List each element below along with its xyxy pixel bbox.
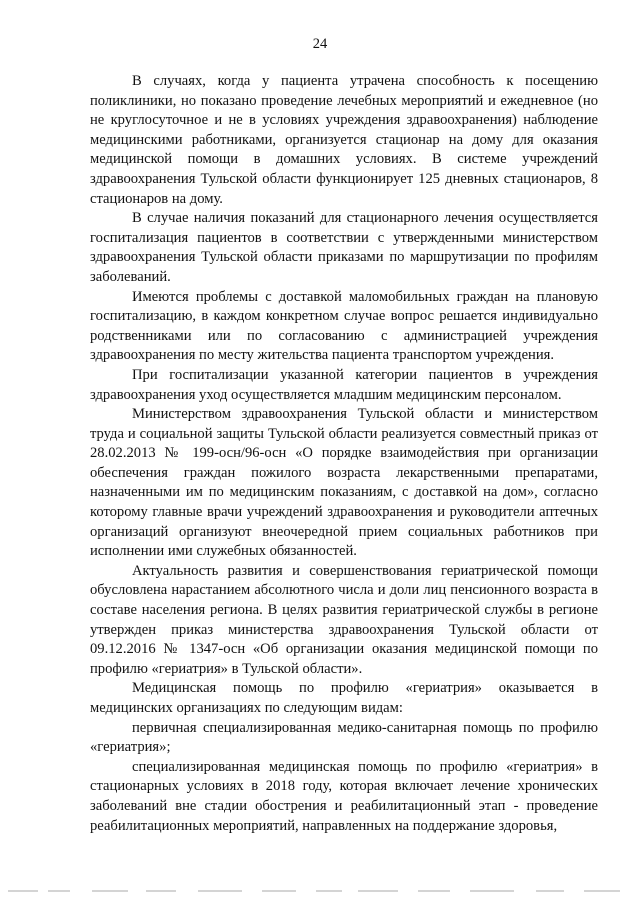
paragraph-home-hospital: В случаях, когда у пациента утрачена способность к посещению поликлиники, но показано проведение лечебных мероприятий и ежедневное (но не круглосуточное и не в условиях учреждения здравоохранения) наблюдение медицинскими работниками, организуется стационар на дому для оказания медицинской помощи в домашних условиях. В системе учреждений здравоохранения Тульской области функционирует 125 дневных стационаров, 8 стационаров на дому. (90, 73, 598, 207)
paragraph-primary-care: первичная специализированная медико-санитарная помощь по профилю «гериатрия»; (90, 719, 598, 756)
paragraph-joint-order: Министерством здравоохранения Тульской области и министерством труда и социальной защиты Тульской области реализуется совместный приказ от 28.02.2013 № 199-осн/96-осн «О порядке взаимодействия при организации обеспечения граждан пожилого возраста лекарственными препаратами, назначенными им по медицинским показаниям, с доставкой на дом», согласно которому главные врачи учреждений здравоохранения и руководители аптечных организаций организуют внеочередной прием социальных работников при исполнении ими служебных обязанностей. (90, 406, 598, 560)
paragraph-specialized-care: специализированная медицинская помощь по профилю «гериатрия» в стационарных условиях в 2018 году, которая включает лечение хронических заболеваний вне стадии обострения и реабилитационный этап - проведение реабилитационных мероприятий, направленных на поддержание здоровья, (90, 758, 598, 834)
paragraph-hospitalization: В случае наличия показаний для стационарного лечения осуществляется госпитализация пациентов в соответствии с утвержденными министерством здравоохранения Тульской области приказами по маршрутизации по профилям заболеваний. (90, 210, 598, 285)
body-text (90, 72, 598, 836)
paragraph-care: При госпитализации указанной категории пациентов в учреждения здравоохранения уход осуществляется младшим медицинским персоналом. (90, 366, 598, 403)
page-number: 24 (312, 36, 328, 52)
paragraph-geriatric-relevance: Актуальность развития и совершенствования гериатрической помощи обусловлена нарастанием абсолютного числа и доли лиц пенсионного возраста в составе населения региона. В целях развития гериатрической службы в регионе утвержден приказ министерства здравоохранения Тульской области от 09.12.2016 № 1347-осн «Об организации оказания медицинской помощи по профилю «гериатрия» в Тульской области». (90, 562, 598, 677)
paragraph-geriatric-care-types: Медицинская помощь по профилю «гериатрия» оказывается в медицинских организациях по следующим видам: (90, 680, 598, 716)
scan-edge-artifact (0, 884, 640, 905)
paragraph-transport-problems: Имеются проблемы с доставкой маломобильных граждан на плановую госпитализацию, в каждом конкретном случае вопрос решается индивидуально родственниками или по согласованию с администрацией учреждения здравоохранения по месту жительства пациента транспортом учреждения. (90, 288, 598, 364)
